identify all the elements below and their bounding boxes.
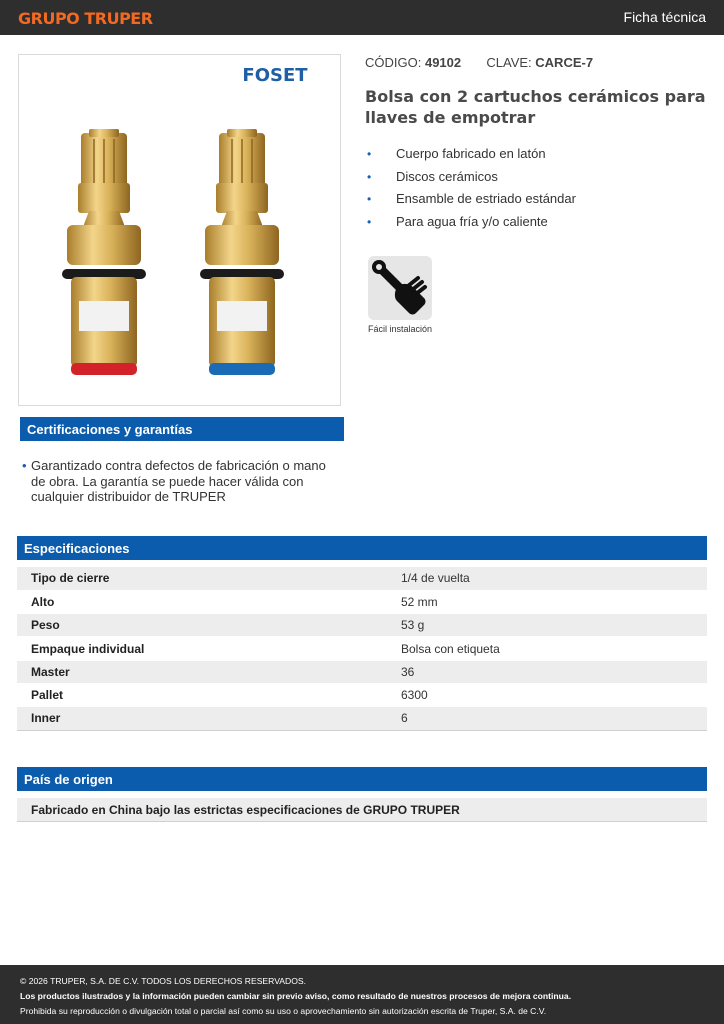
footer-copyright: © 2026 TRUPER, S.A. DE C.V. TODOS LOS DERECHOS RESERVADOS. — [20, 976, 307, 986]
spec-label: Peso — [17, 614, 387, 637]
especificaciones-header: Especificaciones — [17, 536, 707, 560]
spec-table — [17, 567, 707, 731]
spec-value: 36 — [387, 660, 707, 683]
cartridge-hot — [62, 129, 146, 375]
feature-list — [367, 144, 576, 235]
spec-label: Alto — [17, 590, 387, 613]
origen-header: País de origen — [17, 767, 707, 791]
bullet-icon: • — [22, 458, 27, 473]
spec-label: Inner — [17, 707, 387, 730]
product-image-brand: FOSET — [242, 65, 308, 86]
origen-text: Fabricado en China bajo las estrictas especificaciones de GRUPO TRUPER — [17, 798, 707, 822]
clave-value: CARCE-7 — [535, 55, 594, 70]
brand-logo[interactable]: GRUPO TRUPER — [18, 9, 153, 28]
clave-label: CLAVE: — [486, 55, 532, 70]
cartridge-cold — [200, 129, 284, 375]
spec-value: Bolsa con etiqueta — [387, 637, 707, 660]
product-image — [18, 54, 341, 406]
spec-value: 6300 — [387, 683, 707, 706]
certificaciones-header: Certificaciones y garantías — [20, 417, 344, 441]
footer-notice: Los productos ilustrados y la información pueden cambiar sin previo aviso, como resultado de nuestros procesos de mejora continua. — [20, 991, 572, 1001]
wrench-hand-icon — [368, 256, 432, 320]
spec-label: Empaque individual — [17, 637, 387, 660]
codigo-label: CÓDIGO: — [365, 55, 422, 70]
spec-value: 53 g — [387, 614, 707, 637]
table-row — [17, 660, 707, 683]
top-bar — [0, 0, 724, 35]
certificaciones-text: • Garantizado contra defectos de fabricación o mano de obra. La garantía se puede hacer válida con cualquier distribuidor de TRUPER — [22, 458, 326, 504]
footer-legal: Prohibida su reproducción o divulgación total o parcial así como su uso o aprovechamiento sin autorización escrita de Truper, S.A. de C.V. — [20, 1006, 547, 1016]
spec-label: Pallet — [17, 683, 387, 706]
section-title: Ficha técnica — [623, 9, 706, 25]
footer — [0, 965, 724, 1024]
table-row — [17, 614, 707, 637]
spec-value: 1/4 de vuelta — [387, 567, 707, 590]
table-row — [17, 683, 707, 706]
table-row — [17, 637, 707, 660]
feature-item: • Ensamble de estriado estándar — [367, 189, 576, 212]
spec-label: Tipo de cierre — [17, 567, 387, 590]
spec-label: Master — [17, 660, 387, 683]
feature-item: • Para agua fría y/o caliente — [367, 212, 576, 235]
product-title: Bolsa con 2 cartuchos cerámicos para llaves de empotrar — [365, 87, 706, 127]
table-row — [17, 590, 707, 613]
product-codes — [365, 55, 593, 70]
feature-item: • Cuerpo fabricado en latón — [367, 144, 576, 167]
icon-caption: Fácil instalación — [367, 324, 433, 334]
spec-value: 6 — [387, 707, 707, 730]
table-row — [17, 567, 707, 590]
table-row — [17, 707, 707, 730]
feature-item: • Discos cerámicos — [367, 167, 576, 190]
codigo-value: 49102 — [424, 55, 462, 70]
spec-value: 52 mm — [387, 590, 707, 613]
